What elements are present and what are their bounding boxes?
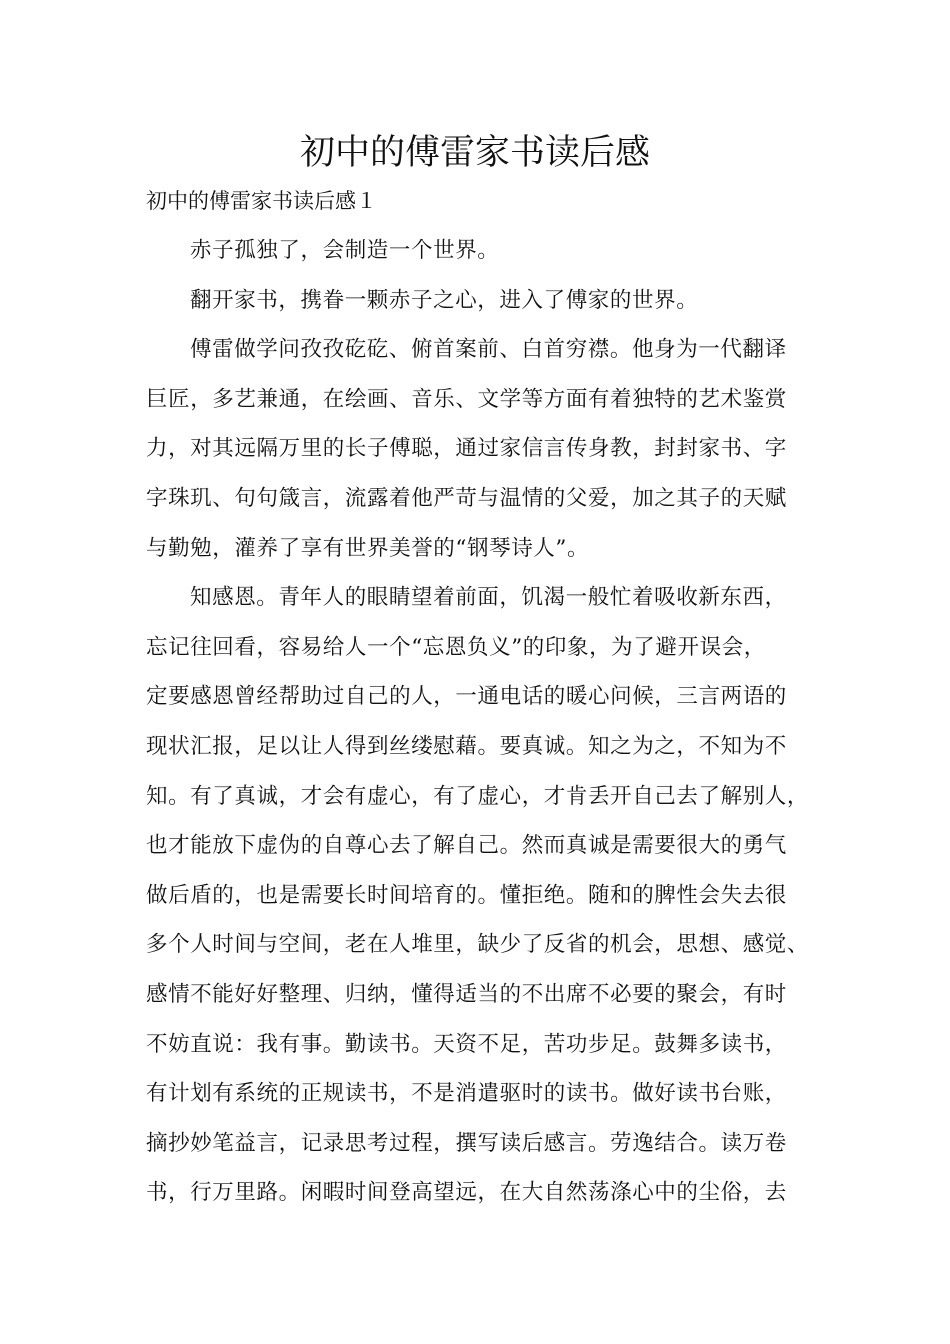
document-body	[146, 233, 826, 1225]
text-line: 翻开家书，携眷一颗赤子之心，进入了傅家的世界。	[190, 287, 699, 313]
text-line: 知感恩。青年人的眼睛望着前面，饥渴一般忙着吸收新东西，	[190, 585, 787, 611]
text-line: 与勤勉，灌养了享有世界美誉的“钢琴诗人”。	[146, 535, 590, 561]
text-line: 感情不能好好整理、归纳，懂得适当的不出席不必要的聚会，有时	[146, 981, 787, 1007]
text-line: 赤子孤独了，会制造一个世界。	[190, 238, 500, 263]
text-line: 定要感恩曾经帮助过自己的人，一通电话的暖心问候，三言两语的	[146, 684, 787, 710]
text-line: 摘抄妙笔益言，记录思考过程，撰写读后感言。劳逸结合。读万卷	[146, 1130, 787, 1156]
text-line: 巨匠，多艺兼通，在绘画、音乐、文学等方面有着独特的艺术鉴赏	[146, 386, 787, 412]
text-line: 有计划有系统的正规读书，不是消遣驱时的读书。做好读书台账，	[146, 1081, 787, 1107]
text-line: 也才能放下虚伪的自尊心去了解自己。然而真诚是需要很大的勇气	[146, 833, 787, 859]
document-subtitle: 初中的傅雷家书读后感１	[146, 189, 377, 213]
text-line: 知。有了真诚，才会有虚心，有了虚心，才肯丢开自己去了解别人，	[146, 783, 810, 809]
text-line: 忘记往回看，容易给人一个“忘恩负义”的印象，为了避开误会，	[146, 634, 766, 660]
text-line: 字珠玑、句句箴言，流露着他严苛与温情的父爱，加之其子的天赋	[146, 485, 787, 511]
document-title: 初中的傅雷家书读后感	[299, 133, 650, 173]
text-line: 多个人时间与空间，老在人堆里，缺少了反省的机会，思想、感觉、	[146, 932, 810, 958]
text-line: 傅雷做学问孜孜矻矻、俯首案前、白首穷襟。他身为一代翻译	[190, 337, 787, 363]
text-line: 现状汇报，足以让人得到丝缕慰藉。要真诚。知之为之，不知为不	[146, 733, 787, 759]
text-line: 书，行万里路。闲暇时间登高望远，在大自然荡涤心中的尘俗，去	[146, 1180, 787, 1206]
text-line: 力，对其远隔万里的长子傅聪，通过家信言传身教，封封家书、字	[146, 436, 787, 462]
text-line: 做后盾的，也是需要长时间培育的。懂拒绝。随和的脾性会失去很	[146, 882, 787, 908]
text-line: 不妨直说：我有事。勤读书。天资不足，苦功步足。鼓舞多读书，	[146, 1031, 787, 1057]
